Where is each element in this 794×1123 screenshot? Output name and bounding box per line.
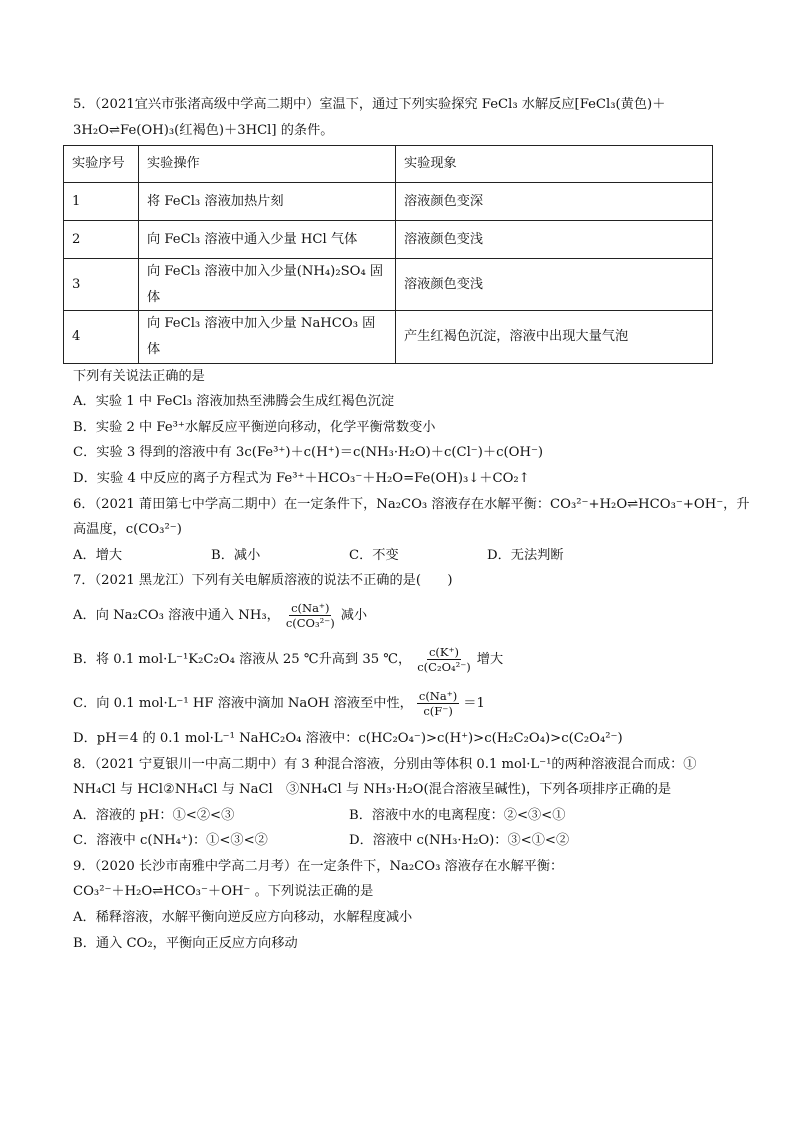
- q8-line-1: 8．（2021 宁夏银川一中高二期中）有 3 种混合溶液，分别由等体积 0.1 mol·L⁻¹的两种溶液混合而成：①: [73, 756, 697, 772]
- header-cell: 实验序号: [64, 146, 139, 183]
- q8-line-2: NH₄Cl 与 HCl②NH₄Cl 与 NaCl ③NH₄Cl 与 NH₃·H₂O(混合溶液呈碱性)，下列各项排序正确的是: [73, 782, 672, 798]
- q6-line-1: 6．（2021 莆田第七中学高二期中）在一定条件下，Na₂CO₃ 溶液存在水解平衡：CO₃²⁻+H₂O⇌HCO₃⁻+OH⁻，升: [73, 496, 750, 512]
- q5-line-1: 5．（2021宜兴市张渚高级中学高二期中）室温下，通过下列实验探究 FeCl₃ 水解反应[FeCl₃(黄色)＋: [73, 97, 666, 112]
- q8-option-b: B．溶液中水的电离程度：②<③<①: [349, 807, 566, 823]
- q7-a-text: A．向 Na₂CO₃ 溶液中通入 NH₃，: [73, 607, 280, 623]
- table-row: [64, 259, 713, 311]
- experiment-table: [63, 145, 713, 363]
- q7-line-1: 7．（2021 黑龙江）下列有关电解质溶液的说法不正确的是( ): [73, 573, 453, 589]
- q5-stem: 下列有关说法正确的是: [73, 368, 205, 384]
- q8-options-ab: [73, 803, 723, 829]
- q8-option-a: A．溶液的 pH：①<②<③: [73, 807, 235, 823]
- table-row: [64, 183, 713, 221]
- q7-b-text: B．将 0.1 mol·L⁻¹K₂C₂O₄ 溶液从 25 ℃升高到 35 ℃，: [73, 651, 412, 667]
- q8-options-cd: [73, 828, 723, 854]
- q9-option-a: A．稀释溶液，水解平衡向逆反应方向移动，水解程度减小: [73, 910, 413, 926]
- table-cell: 溶液颜色变浅: [396, 221, 713, 259]
- fraction-denominator: c(C₂O₄²⁻): [417, 659, 471, 674]
- q6-line-2: 高温度，c(CO₃²⁻): [73, 522, 182, 538]
- q7-option-a: [73, 594, 723, 638]
- table-cell: 3: [64, 259, 139, 311]
- fraction-numerator: c(Na⁺): [418, 688, 458, 703]
- q6-option-a: A．增大: [73, 547, 123, 563]
- q7-option-b: [73, 638, 723, 682]
- header-cell: 实验现象: [396, 146, 713, 183]
- q7-c-tail: ＝1: [463, 695, 485, 711]
- header-cell: 实验操作: [139, 146, 396, 183]
- q6-option-d: D．无法判断: [487, 547, 564, 563]
- table-row: [64, 221, 713, 259]
- table-cell: 2: [64, 221, 139, 259]
- q8-option-c: C．溶液中 c(NH₄⁺)：①<③<②: [73, 833, 268, 849]
- q9-line-2: CO₃²⁻＋H₂O⇌HCO₃⁻＋OH⁻ 。下列说法正确的是: [73, 884, 374, 900]
- q5-option-b: B．实验 2 中 Fe³⁺水解反应平衡逆向移动，化学平衡常数变小: [73, 419, 436, 435]
- table-cell: 溶液颜色变浅: [396, 259, 713, 311]
- fraction-denominator: c(F⁻): [423, 703, 453, 718]
- table-cell: 向 FeCl₃ 溶液中加入少量 NaHCO₃ 固体: [139, 311, 396, 363]
- q5-option-d: D．实验 4 中反应的离子方程式为 Fe³⁺＋HCO₃⁻＋H₂O=Fe(OH)₃↓＋CO₂↑: [73, 470, 530, 486]
- q6-options: [73, 543, 723, 569]
- q6-option-c: C．不变: [349, 547, 399, 563]
- q6-option-b: B．减小: [211, 547, 261, 563]
- fraction-numerator: c(K⁺): [428, 644, 460, 659]
- q7-option-c: [73, 682, 723, 726]
- q8-option-d: D．溶液中 c(NH₃·H₂O)：③<①<②: [349, 833, 570, 849]
- q7-a-fraction: [284, 601, 337, 630]
- q5-line-2: 3H₂O⇌Fe(OH)₃(红褐色)＋3HCl] 的条件。: [73, 122, 334, 138]
- q7-a-tail: 减小: [340, 607, 368, 623]
- q7-c-fraction: [417, 689, 459, 718]
- q9-line-1: 9．（2020 长沙市南雅中学高二月考）在一定条件下，Na₂CO₃ 溶液存在水解平衡：: [73, 858, 564, 874]
- q7-option-d: D．pH＝4 的 0.1 mol·L⁻¹ NaHC₂O₄ 溶液中：c(HC₂O₄⁻)>c(H⁺)>c(H₂C₂O₄)>c(C₂O₄²⁻): [73, 730, 623, 746]
- fraction-denominator: c(CO₃²⁻): [285, 615, 335, 630]
- table-header-row: [64, 146, 713, 183]
- table-cell: 产生红褐色沉淀，溶液中出现大量气泡: [396, 311, 713, 363]
- q7-b-fraction: [415, 645, 473, 674]
- table-row: [64, 311, 713, 363]
- table-cell: 溶液颜色变深: [396, 183, 713, 221]
- table-cell: 向 FeCl₃ 溶液中通入少量 HCl 气体: [139, 221, 396, 259]
- q5-option-a: A．实验 1 中 FeCl₃ 溶液加热至沸腾会生成红褐色沉淀: [73, 394, 395, 410]
- table-cell: 将 FeCl₃ 溶液加热片刻: [139, 183, 396, 221]
- q7-b-tail: 增大: [476, 651, 504, 667]
- fraction-numerator: c(Na⁺): [291, 600, 330, 615]
- table-cell: 1: [64, 183, 139, 221]
- q9-option-b: B．通入 CO₂，平衡向正反应方向移动: [73, 935, 298, 951]
- table-cell: 向 FeCl₃ 溶液中加入少量(NH₄)₂SO₄ 固体: [139, 259, 396, 311]
- question-content: [72, 92, 750, 956]
- q5-option-c: C．实验 3 得到的溶液中有 3c(Fe³⁺)＋c(H⁺)＝c(NH₃·H₂O)＋c(Cl⁻)＋c(OH⁻): [73, 445, 544, 461]
- q7-c-text: C．向 0.1 mol·L⁻¹ HF 溶液中滴加 NaOH 溶液至中性，: [73, 695, 413, 711]
- table-cell: 4: [64, 311, 139, 363]
